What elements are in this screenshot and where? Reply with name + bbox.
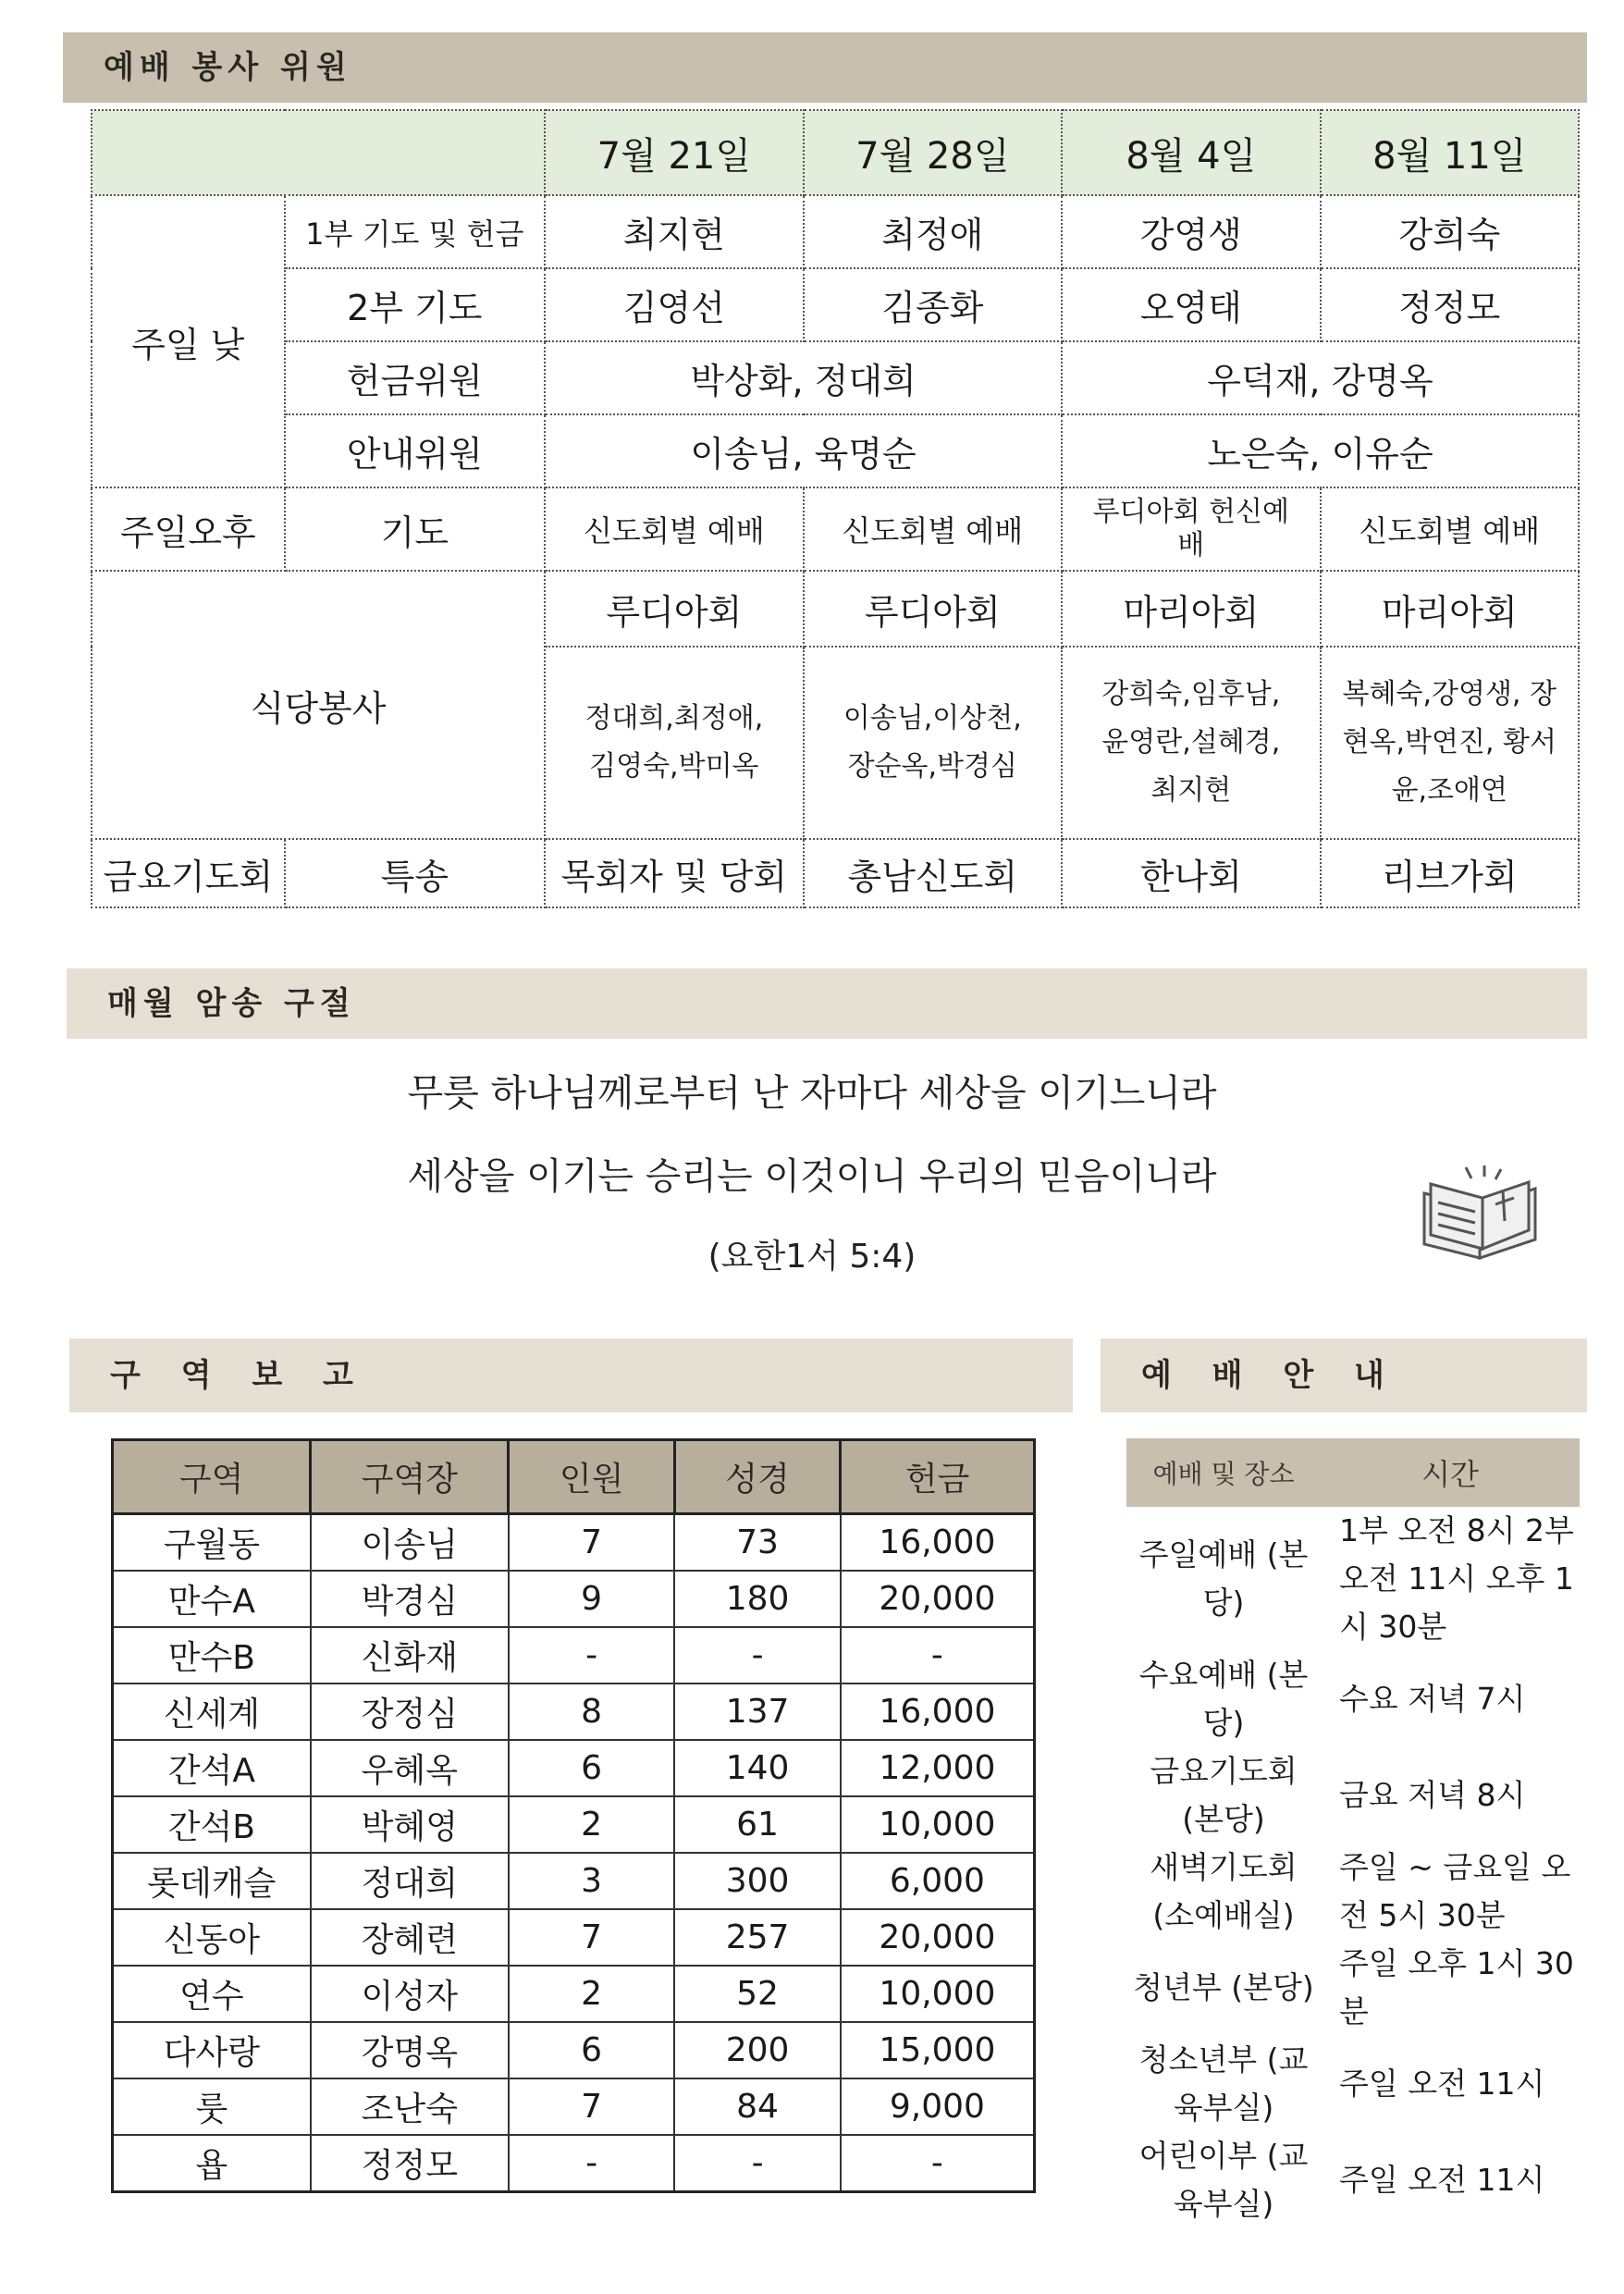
table-cell: - (841, 2135, 1035, 2192)
service-cell: 김영선 (545, 268, 803, 341)
header-empty-cell (92, 110, 545, 195)
service-cell: 강영생 (1062, 195, 1320, 268)
row-label: 기도 (285, 487, 546, 571)
table-cell: 10,000 (841, 1966, 1035, 2022)
table-row (113, 1909, 1035, 1966)
section-title-worship: 예 배 안 내 (1101, 1338, 1587, 1412)
column-header: 구역 (113, 1440, 311, 1514)
table-cell: 정정모 (311, 2135, 509, 2192)
table-row (113, 1684, 1035, 1740)
row-label: 안내위원 (285, 414, 546, 487)
service-cell: 루디아회 헌신예배 (1062, 487, 1320, 571)
table-row (1126, 2132, 1580, 2228)
table-cell: 20,000 (841, 1571, 1035, 1627)
table-cell: 롯데캐슬 (113, 1853, 311, 1909)
service-cell: 신도회별 예배 (804, 487, 1062, 571)
table-cell: 우혜옥 (311, 1740, 509, 1796)
table-cell: - (674, 1627, 841, 1684)
worship-place: 수요예배 (본당) (1138, 1657, 1309, 1741)
table-cell: 9 (509, 1571, 674, 1627)
service-cell: 루디아회 (545, 571, 803, 647)
table-cell: 61 (674, 1796, 841, 1853)
table-cell: 조난숙 (311, 2078, 509, 2135)
table-cell: 2 (509, 1796, 674, 1853)
table-cell: 장정심 (311, 1684, 509, 1740)
verse-line: 세상을 이기는 승리는 이것이니 우리의 믿음이니라 (407, 1155, 1217, 1198)
table-cell: 정대희 (311, 1853, 509, 1909)
worship-guide-table (1126, 1438, 1580, 2228)
worship-place: 어린이부 (교육부실) (1138, 2138, 1309, 2222)
group-label: 주일오후 (92, 487, 285, 571)
service-cell: 정정모 (1321, 268, 1580, 341)
service-cell: 복혜숙,강영생, 장현옥,박연진, 황서윤,조애연 (1321, 647, 1580, 839)
table-cell: 9,000 (841, 2078, 1035, 2135)
date-cell: 7월 28일 (804, 110, 1062, 195)
table-cell: 7 (509, 1514, 674, 1572)
table-row (113, 1740, 1035, 1796)
worship-time: 주일 오전 11시 (1339, 2066, 1545, 2102)
table-cell: 강명옥 (311, 2022, 509, 2078)
table-cell: 6 (509, 1740, 674, 1796)
column-header: 성경 (674, 1440, 841, 1514)
service-cell: 이송님, 육명순 (545, 414, 1062, 487)
table-row (1126, 1747, 1580, 1844)
table-row (1126, 1507, 1580, 1651)
table-cell: 다사랑 (113, 2022, 311, 2078)
service-cell: 총남신도회 (804, 839, 1062, 907)
service-cell: 오영태 (1062, 268, 1320, 341)
district-header-row (113, 1440, 1035, 1514)
table-cell: 7 (509, 2078, 674, 2135)
table-cell: 73 (674, 1514, 841, 1572)
district-report-table (111, 1438, 1036, 2193)
table-cell: 200 (674, 2022, 841, 2078)
table-cell: 신화재 (311, 1627, 509, 1684)
service-cell: 강희숙 (1321, 195, 1580, 268)
table-cell: 신세계 (113, 1684, 311, 1740)
date-cell: 8월 4일 (1062, 110, 1320, 195)
column-header: 예배 및 장소 (1126, 1438, 1321, 1507)
table-cell: 6,000 (841, 1853, 1035, 1909)
table-row (113, 1796, 1035, 1853)
service-header-row (92, 110, 1579, 195)
table-cell: 구월동 (113, 1514, 311, 1572)
table-cell: 84 (674, 2078, 841, 2135)
service-cell: 리브가회 (1321, 839, 1580, 907)
table-cell: 2 (509, 1966, 674, 2022)
service-cell: 목회자 및 당회 (545, 839, 803, 907)
service-row (92, 195, 1579, 268)
worship-time: 주일 오후 1시 30분 (1339, 1945, 1574, 2029)
service-row (92, 341, 1579, 414)
table-cell: 16,000 (841, 1514, 1035, 1572)
table-row (113, 1853, 1035, 1909)
table-cell: 257 (674, 1909, 841, 1966)
service-cell: 루디아회 (804, 571, 1062, 647)
worship-place: 금요기도회 (본당) (1150, 1753, 1298, 1837)
service-row (92, 839, 1579, 907)
table-cell: 박경심 (311, 1571, 509, 1627)
table-cell: 15,000 (841, 2022, 1035, 2078)
section-title-service: 예배 봉사 위원 (63, 32, 1587, 103)
service-cell: 강희숙,임후남, 윤영란,설혜경, 최지현 (1062, 647, 1320, 839)
table-cell: 간석A (113, 1740, 311, 1796)
worship-time: 금요 저녁 8시 (1339, 1777, 1526, 1813)
table-cell: - (509, 2135, 674, 2192)
service-cell: 최지현 (545, 195, 803, 268)
worship-place: 청년부 (본당) (1133, 1969, 1314, 2005)
table-row (113, 1571, 1035, 1627)
table-cell: 8 (509, 1684, 674, 1740)
service-row (92, 571, 1579, 647)
table-row (113, 1966, 1035, 2022)
service-cell: 마리아회 (1321, 571, 1580, 647)
column-header: 인원 (509, 1440, 674, 1514)
bible-icon (1410, 1156, 1549, 1267)
service-cell: 정대희,최정애, 김영숙,박미옥 (545, 647, 803, 839)
table-row (1126, 2036, 1580, 2132)
column-header: 시간 (1321, 1438, 1580, 1507)
table-cell: - (841, 1627, 1035, 1684)
service-cell: 노은숙, 이유순 (1062, 414, 1579, 487)
column-header: 구역장 (311, 1440, 509, 1514)
service-cell: 한나회 (1062, 839, 1320, 907)
table-cell: 140 (674, 1740, 841, 1796)
table-cell: - (674, 2135, 841, 2192)
table-cell: 욥 (113, 2135, 311, 2192)
column-header: 헌금 (841, 1440, 1035, 1514)
service-row (92, 487, 1579, 571)
group-label: 금요기도회 (92, 839, 285, 907)
section-title-district: 구 역 보 고 (69, 1338, 1073, 1412)
table-cell: 10,000 (841, 1796, 1035, 1853)
section-title-verse: 매월 암송 구절 (67, 968, 1587, 1039)
table-row (113, 1514, 1035, 1572)
service-cell: 최정애 (804, 195, 1062, 268)
service-cell: 이송님,이상천, 장순옥,박경심 (804, 647, 1062, 839)
date-cell: 8월 11일 (1321, 110, 1580, 195)
table-cell: - (509, 1627, 674, 1684)
date-cell: 7월 21일 (545, 110, 803, 195)
table-cell: 3 (509, 1853, 674, 1909)
group-label: 식당봉사 (92, 571, 545, 839)
table-row (1126, 1651, 1580, 1747)
service-cell: 김종화 (804, 268, 1062, 341)
table-cell: 52 (674, 1966, 841, 2022)
table-row (113, 2022, 1035, 2078)
worship-time: 주일 오전 11시 (1339, 2162, 1545, 2198)
worship-time: 수요 저녁 7시 (1339, 1681, 1526, 1717)
table-cell: 6 (509, 2022, 674, 2078)
table-row (1126, 1940, 1580, 2036)
table-cell: 20,000 (841, 1909, 1035, 1966)
table-cell: 이성자 (311, 1966, 509, 2022)
table-row (113, 2135, 1035, 2192)
worship-place: 청소년부 (교육부실) (1138, 2041, 1309, 2126)
service-cell: 박상화, 정대희 (545, 341, 1062, 414)
table-cell: 180 (674, 1571, 841, 1627)
service-cell: 신도회별 예배 (545, 487, 803, 571)
service-table (91, 109, 1580, 908)
table-row (113, 2078, 1035, 2135)
table-cell: 137 (674, 1684, 841, 1740)
table-cell: 300 (674, 1853, 841, 1909)
table-cell: 신동아 (113, 1909, 311, 1966)
table-cell: 이송님 (311, 1514, 509, 1572)
row-label: 1부 기도 및 헌금 (285, 195, 546, 268)
service-cell: 마리아회 (1062, 571, 1320, 647)
row-label: 2부 기도 (285, 268, 546, 341)
service-cell: 신도회별 예배 (1321, 487, 1580, 571)
table-cell: 박혜영 (311, 1796, 509, 1853)
table-cell: 간석B (113, 1796, 311, 1853)
table-cell: 만수A (113, 1571, 311, 1627)
table-row (113, 1627, 1035, 1684)
group-label: 주일 낮 (92, 195, 285, 487)
table-row (1126, 1844, 1580, 1940)
worship-place: 새벽기도회 (소예배실) (1150, 1849, 1298, 1933)
worship-place: 주일예배 (본당) (1138, 1536, 1309, 1621)
table-cell: 7 (509, 1909, 674, 1966)
row-label: 특송 (285, 839, 546, 907)
service-cell: 우덕재, 강명옥 (1062, 341, 1579, 414)
table-cell: 12,000 (841, 1740, 1035, 1796)
verse-line: 무릇 하나님께로부터 난 자마다 세상을 이기느니라 (407, 1072, 1217, 1115)
service-row (92, 414, 1579, 487)
worship-time: 1부 오전 8시 2부 오전 11시 오후 1시 30분 (1339, 1512, 1574, 1645)
table-cell: 룻 (113, 2078, 311, 2135)
verse-reference: (요한1서 5:4) (707, 1238, 917, 1276)
row-label: 헌금위원 (285, 341, 546, 414)
worship-time: 주일 ~ 금요일 오전 5시 30분 (1339, 1849, 1571, 1933)
table-cell: 만수B (113, 1627, 311, 1684)
table-cell: 16,000 (841, 1684, 1035, 1740)
table-cell: 장혜련 (311, 1909, 509, 1966)
service-row (92, 268, 1579, 341)
table-cell: 연수 (113, 1966, 311, 2022)
worship-header-row (1126, 1438, 1580, 1507)
